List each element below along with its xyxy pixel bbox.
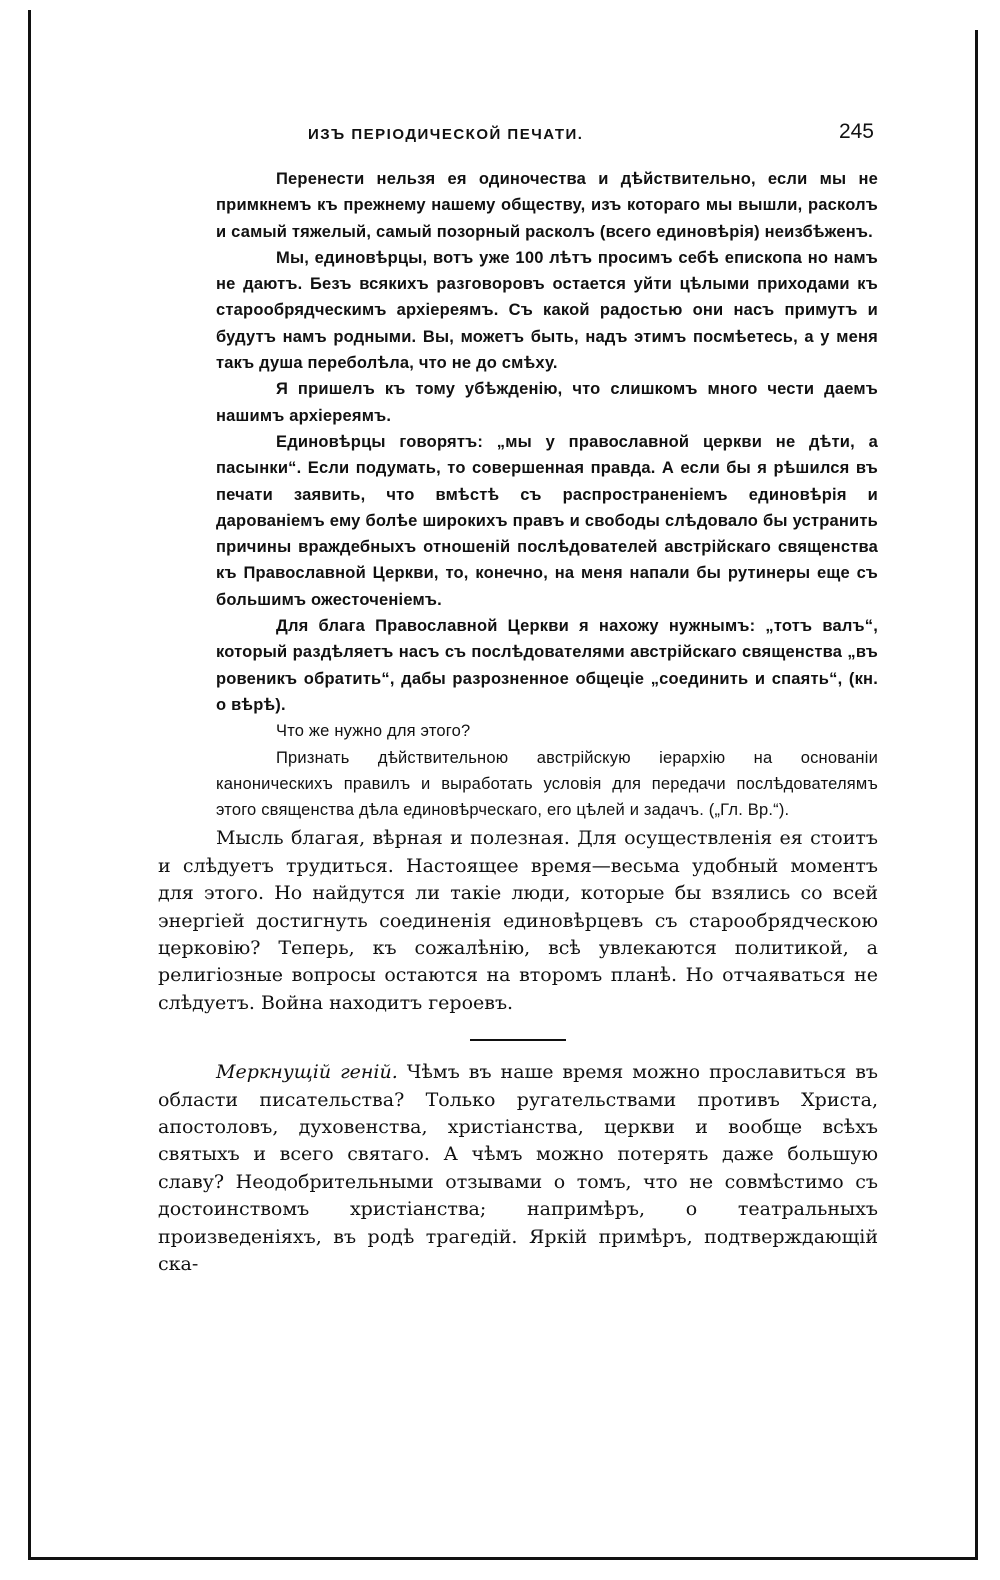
- quote-paragraph: Единовѣрцы говорятъ: „мы у православной церкви не дѣти, а пасынки“. Если подумать, то совершенная правда. А если бы я рѣшился въ печати заявить, что вмѣстѣ съ распространеніемъ единовѣрія и дарованіемъ ему болѣе широкихъ правъ и свободы слѣдовало бы устранить причины враждебныхъ отношеній послѣдователей австрійскаго священства къ Православной Церкви, то, конечно, на меня напали бы рутинеры еще съ большимъ ожесточеніемъ.: [216, 432, 878, 609]
- book-page: [158, 120, 878, 1279]
- scan-border-left: [28, 10, 31, 1558]
- quote-paragraph: Что же нужно для этого?: [276, 722, 471, 741]
- quoted-letter: [158, 166, 878, 823]
- quote-paragraph: Признать дѣйствительною австрійскую іерархію на основаніи каноническихъ правилъ и выработать условія для передачи послѣдователямъ этого священства дѣла единовѣрческаго, его цѣлей и задачъ. („Гл. Вр.“).: [216, 748, 878, 820]
- running-head: [158, 120, 878, 154]
- running-title: ИЗЪ ПЕРІОДИЧЕСКОЙ ПЕЧАТИ.: [308, 126, 584, 143]
- section-divider: [470, 1039, 566, 1041]
- quote-paragraph: Мы, единовѣрцы, вотъ уже 100 лѣтъ просимъ себѣ епископа но намъ не даютъ. Безъ всякихъ разговоровъ остается уйти цѣлыми приходами къ старообрядческимъ архіереямъ. Съ какой радостью они насъ примутъ и будутъ намъ родными. Вы, можетъ быть, надъ этимъ посмѣетесь, а у меня такъ душа переболѣла, что не до смѣху.: [216, 248, 878, 373]
- scan-border-right: [975, 30, 978, 1558]
- article-section: [158, 1059, 878, 1278]
- scan-border-bottom: [28, 1557, 978, 1560]
- body-paragraph: Мысль благая, вѣрная и полезная. Для осуществленія ея стоитъ и слѣдуетъ трудиться. Настоящее время—весьма удобный моментъ для этого. Но найдутся ли такіе люди, которые бы взялись со всей энергіей достигнуть соединенія единовѣрцевъ съ старообрядческою церковію? Теперь, къ сожалѣнію, всѣ увлекаются политикой, а религіозные вопросы остаются на второмъ планѣ. Но отчаяваться не слѣдуетъ. Война находитъ героевъ.: [158, 827, 878, 1014]
- quote-paragraph: Я пришелъ къ тому убѣжденію, что слишкомъ много чести даемъ нашимъ архіереямъ.: [216, 380, 878, 425]
- quote-paragraph: Перенести нельзя ея одиночества и дѣйствительно, если мы не примкнемъ къ прежнему нашему обществу, изъ котораго мы вышли, расколъ и самый тяжелый, самый позорный расколъ (всего единовѣрія) неизбѣженъ.: [216, 170, 878, 241]
- article-text: Чѣмъ въ наше время можно прославиться въ области писательства? Только ругательствами противъ Христа, апостоловъ, духовенства, христіанства, церкви и вообще всѣхъ святыхъ и всего святаго. А чѣмъ можно потерять даже большую славу? Неодобрительными отзывами о томъ, что не совмѣстимо съ достоинствомъ христіанства; напримѣръ, о театральныхъ произведеніяхъ, въ родѣ трагедій. Яркій примѣръ, подтверждающій ска-: [158, 1061, 878, 1276]
- article-lead: Меркнущій геній.: [216, 1061, 398, 1084]
- editorial-comment: [158, 825, 878, 1017]
- page-number: 245: [838, 120, 874, 143]
- quote-paragraph: Для блага Православной Церкви я нахожу нужнымъ: „тотъ валъ“, который раздѣляетъ насъ съ послѣдователями австрійскаго священства „въ ровеникъ обратить“, дабы разрозненное общеціе „соединить и спаять“, (кн. о вѣрѣ).: [216, 617, 878, 714]
- article-paragraph: [158, 1059, 878, 1278]
